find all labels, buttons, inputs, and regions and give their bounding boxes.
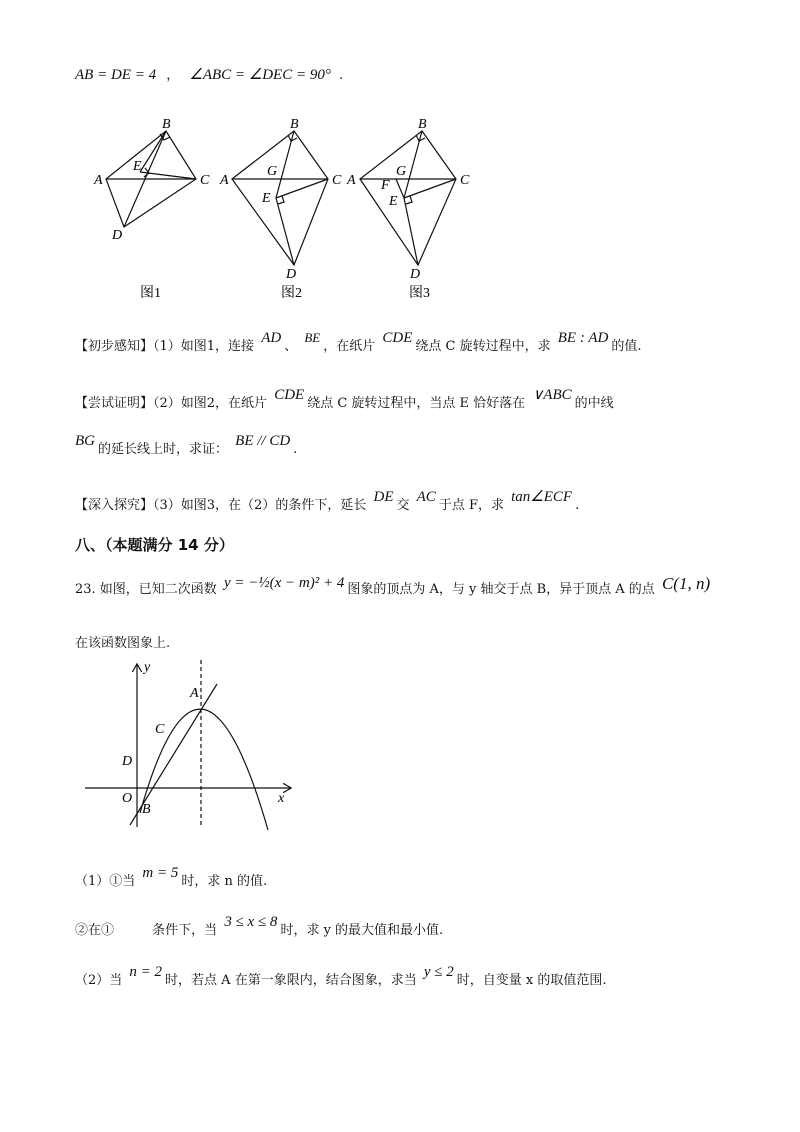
q1-math-cde: CDE — [382, 330, 413, 346]
fig1-label-e: E — [133, 159, 142, 174]
sub2-text-1: ②在① — [75, 923, 115, 938]
problem-23-line-2: 在该函数图象上. — [75, 636, 171, 651]
q3-text-2: 交 — [396, 498, 410, 513]
sub1-math: m = 5 — [142, 865, 179, 881]
q1-text-3: ，在纸片 — [323, 339, 376, 354]
q3-text-4: . — [575, 498, 580, 513]
fig1-label-a: A — [94, 173, 103, 188]
graph-label-d: D — [122, 754, 133, 769]
sub2-text-2: 条件下，当 — [152, 923, 218, 938]
section-header: 八、（本题满分 14 分） — [75, 536, 234, 554]
sub1-text-1: （1）①当 — [75, 874, 136, 889]
fig2-label-d: D — [286, 267, 297, 282]
q2-text-3: 的中线 — [574, 396, 614, 411]
sub-question-3 — [75, 964, 607, 989]
q3-math-tan: tan∠ECF — [511, 489, 573, 505]
sub3-text-1: （2）当 — [75, 973, 123, 988]
caption-fig2: 图2 — [281, 286, 302, 301]
q1-text-1: （1）如图1，连接 — [153, 339, 255, 354]
fig3-label-a: A — [347, 173, 356, 188]
sub3-math-y: y ≤ 2 — [423, 964, 454, 980]
p23-text-1: 23. 如图，已知二次函数 — [75, 582, 217, 597]
q1-text-4: 绕点 C 旋转过程中，求 — [415, 339, 551, 354]
figure-1 — [106, 131, 196, 227]
graph-label-c: C — [155, 722, 165, 737]
q2-text-1: （2）如图2，在纸片 — [153, 396, 268, 411]
fig3-label-e: E — [389, 194, 398, 209]
figure-3 — [360, 131, 456, 265]
question-3 — [75, 489, 580, 514]
sub2-text-3: 时，求 y 的最大值和最小值. — [280, 923, 444, 938]
sub3-text-2: 时，若点 A 在第一象限内，结合图象，求当 — [165, 973, 417, 988]
graph-label-y: y — [144, 660, 151, 675]
q3-text-3: 于点 F，求 — [438, 498, 504, 513]
q1-text-5: 的值. — [611, 339, 642, 354]
fig3-label-g: G — [396, 164, 407, 179]
q1-math-ratio: BE : AD — [557, 330, 609, 346]
q3-tag: 【深入探究】 — [75, 498, 154, 513]
fig1-label-d: D — [112, 228, 123, 243]
caption-fig1: 图1 — [140, 286, 161, 301]
graph-label-o: O — [122, 791, 133, 806]
sub1-text-2: 时，求 n 的值. — [181, 874, 268, 889]
sub3-text-3: 时，自变量 x 的取值范围. — [456, 973, 607, 988]
q1-math-be: BE — [304, 330, 321, 345]
separator: ， — [166, 68, 180, 83]
sub2-math: 3 ≤ x ≤ 8 — [224, 914, 278, 930]
fig2-label-b: B — [290, 117, 299, 132]
fig2-label-c: C — [332, 173, 342, 188]
q1-text-2: 、 — [284, 339, 298, 354]
q2-text-2: 绕点 C 旋转过程中，当点 E 恰好落在 — [307, 396, 526, 411]
q1-tag: 【初步感知】 — [75, 339, 154, 354]
fig1-label-b: B — [162, 117, 171, 132]
question-2-line-1 — [75, 387, 614, 412]
graph-label-x: x — [278, 791, 285, 806]
q2-text-5: . — [293, 442, 298, 457]
question-1 — [75, 330, 642, 355]
q1-math-ad: AD — [261, 330, 282, 346]
q3-math-ac: AC — [416, 489, 436, 505]
equation-ab-de: AB = DE = 4 — [75, 67, 157, 83]
fig3-label-f: F — [381, 178, 390, 193]
q3-text-1: （3）如图3，在（2）的条件下，延长 — [153, 498, 367, 513]
equation-angles: ∠ABC = ∠DEC = 90° — [189, 67, 331, 83]
fig3-label-c: C — [460, 173, 470, 188]
q2-text-4: 的延长线上时，求证： — [98, 442, 229, 457]
problem-23-line-1 — [75, 574, 711, 598]
parabola-graph — [80, 655, 320, 835]
graph-label-a: A — [190, 686, 199, 701]
graph-label-b: B — [142, 802, 151, 817]
fig3-label-d: D — [410, 267, 421, 282]
fig2-label-g: G — [267, 164, 278, 179]
sub-question-1 — [75, 865, 268, 890]
q2-tag: 【尝试证明】 — [75, 396, 154, 411]
given-conditions — [75, 64, 343, 84]
q2-math-parallel: BE // CD — [235, 433, 291, 449]
caption-fig3: 图3 — [409, 286, 430, 301]
question-2-line-2 — [75, 433, 298, 458]
q2-math-cde: CDE — [274, 387, 305, 403]
figure-2 — [232, 131, 328, 265]
q3-math-de: DE — [373, 489, 394, 505]
geometry-figures — [0, 100, 800, 410]
p23-function: y = −½(x − m)² + 4 — [223, 575, 345, 591]
sub3-math-n: n = 2 — [129, 964, 163, 980]
fig2-label-a: A — [220, 173, 229, 188]
fig2-label-e: E — [262, 191, 271, 206]
period: . — [338, 68, 344, 83]
sub-question-2 — [75, 914, 444, 939]
p23-text-2: 图象的顶点为 A，与 y 轴交于点 B，异于顶点 A 的点 — [347, 582, 655, 597]
fig3-label-b: B — [418, 117, 427, 132]
fig1-label-c: C — [200, 173, 210, 188]
q2-math-triangle: ∨ABC — [532, 387, 572, 403]
p23-point-c: C(1, n) — [661, 574, 711, 593]
q2-math-bg: BG — [75, 433, 95, 449]
